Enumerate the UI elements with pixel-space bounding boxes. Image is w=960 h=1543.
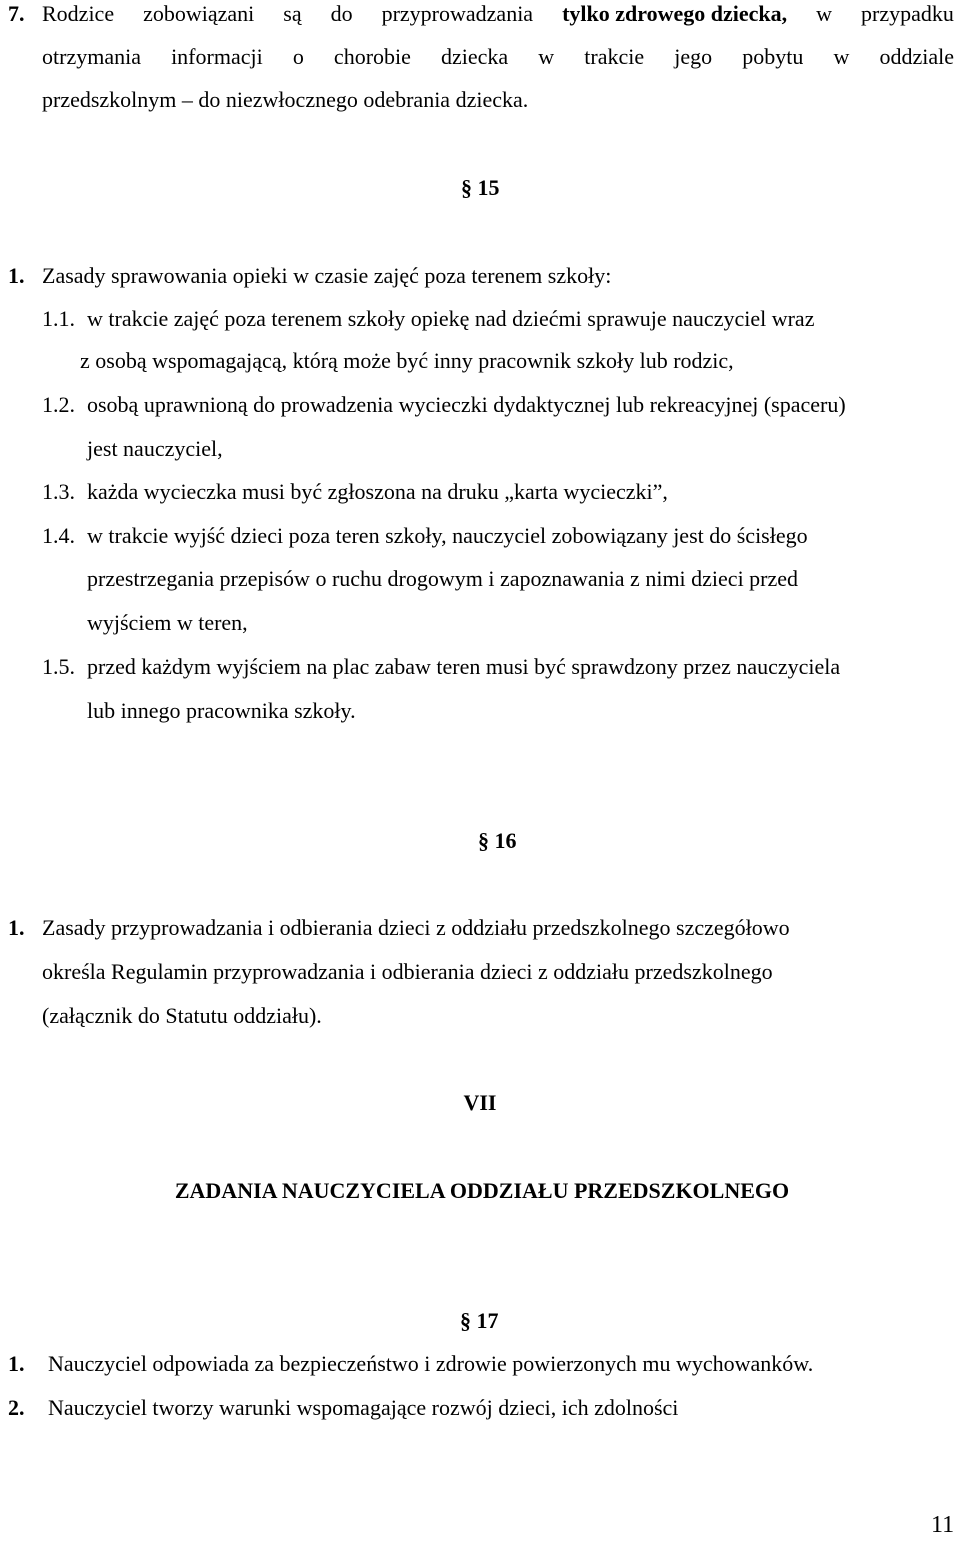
item-7-number: 7. (8, 1, 25, 26)
section-15-item-1-text: Zasady sprawowania opieki w czasie zajęć poza terenem szkoły: (42, 263, 612, 288)
item-7-word: przyprowadzania (381, 1, 534, 26)
item-7-line-2: otrzymania informacji o chorobie dziecka w trakcie jego pobytu w oddziale (42, 44, 954, 69)
chapter-title: ZADANIA NAUCZYCIELA ODDZIAŁU PRZEDSZKOLNEGO (174, 1178, 790, 1203)
item-7-word: do (330, 1, 353, 26)
sub-item-line: w trakcie zajęć poza terenem szkoły opiekę nad dziećmi sprawuje nauczyciel wraz (87, 306, 815, 331)
section-16-line: Zasady przyprowadzania i odbierania dzieci z oddziału przedszkolnego szczegółowo (42, 915, 790, 940)
sub-item-number: 1.3. (42, 479, 75, 504)
sub-item-line: lub innego pracownika szkoły. (87, 698, 356, 723)
sub-item-line: każda wycieczka musi być zgłoszona na druku „karta wycieczki”, (87, 479, 668, 504)
section-16-heading: § 16 (478, 828, 517, 853)
section-16-line: (załącznik do Statutu oddziału). (42, 1003, 322, 1028)
section-16-line: określa Regulamin przyprowadzania i odbierania dzieci z oddziału przedszkolnego (42, 959, 773, 984)
section-17-heading: § 17 (460, 1308, 499, 1333)
chapter-roman: VII (463, 1090, 497, 1115)
item-7-word: Rodzice (42, 1, 115, 26)
sub-item-line: z osobą wspomagającą, którą może być inny pracownik szkoły lub rodzic, (80, 348, 734, 373)
item-7-word: przypadku (861, 1, 954, 26)
page-number: 11 (931, 1512, 955, 1538)
item-7-line-1 (42, 3, 954, 25)
item-7-word: zobowiązani (143, 1, 255, 26)
section-15-item-1-number: 1. (8, 263, 25, 288)
section-17-item-text: Nauczyciel odpowiada za bezpieczeństwo i zdrowie powierzonych mu wychowanków. (48, 1351, 814, 1376)
item-7-emphasis: tylko zdrowego dziecka, (562, 1, 788, 26)
section-17-item-number: 2. (8, 1395, 25, 1420)
section-17-item-number: 1. (8, 1351, 25, 1376)
sub-item-line: jest nauczyciel, (87, 436, 223, 461)
item-7-word: są (283, 1, 302, 26)
sub-item-number: 1.2. (42, 392, 75, 417)
sub-item-line: przed każdym wyjściem na plac zabaw teren musi być sprawdzony przez nauczyciela (87, 654, 841, 679)
sub-item-line: przestrzegania przepisów o ruchu drogowym i zapoznawania z nimi dzieci przed (87, 566, 799, 591)
sub-item-number: 1.1. (42, 306, 75, 331)
item-7-line-3: przedszkolnym – do niezwłocznego odebrania dziecka. (42, 87, 529, 112)
sub-item-number: 1.4. (42, 523, 75, 548)
section-17-item-text: Nauczyciel tworzy warunki wspomagające rozwój dzieci, ich zdolności (48, 1395, 679, 1420)
section-15-heading: § 15 (461, 175, 500, 200)
sub-item-line: wyjściem w teren, (87, 610, 248, 635)
sub-item-line: w trakcie wyjść dzieci poza teren szkoły, nauczyciel zobowiązany jest do ścisłego (87, 523, 808, 548)
section-16-item-1-number: 1. (8, 915, 25, 940)
sub-item-number: 1.5. (42, 654, 75, 679)
sub-item-line: osobą uprawnioną do prowadzenia wycieczki dydaktycznej lub rekreacyjnej (spaceru) (87, 392, 846, 417)
item-7-word: w (816, 1, 833, 26)
